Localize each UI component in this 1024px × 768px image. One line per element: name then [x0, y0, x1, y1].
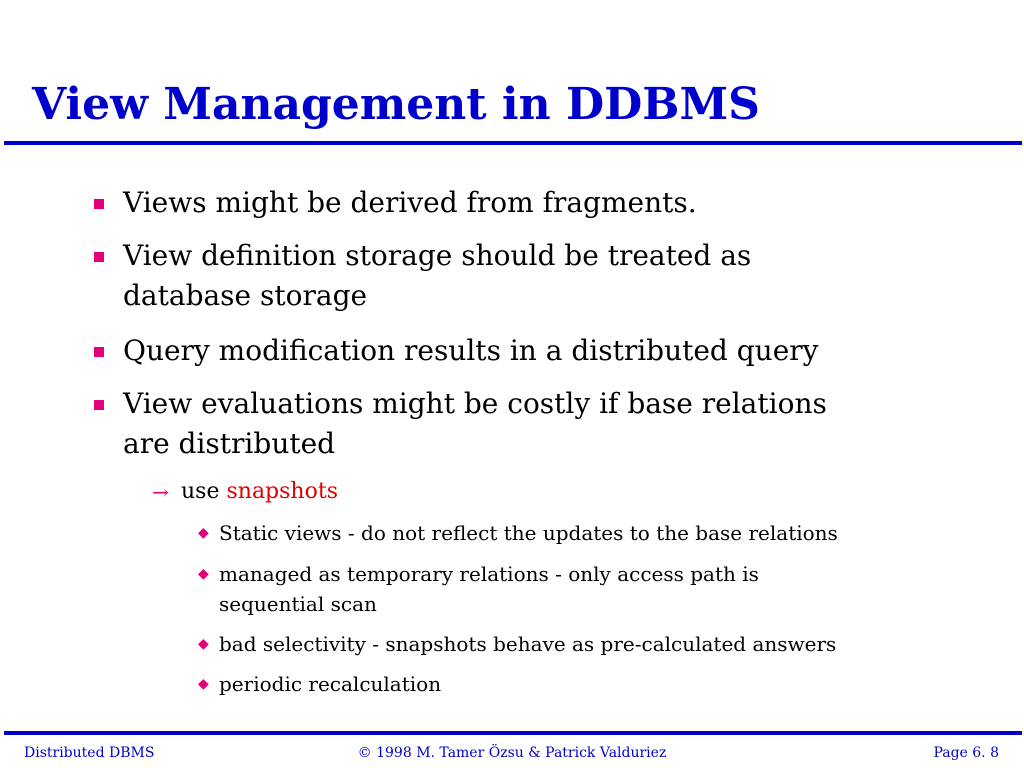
sub-sub-bullet-item: [198, 559, 759, 619]
diamond-bullet-icon: ◆: [198, 636, 209, 652]
diamond-bullet-icon: ◆: [198, 525, 209, 541]
square-bullet-icon: [94, 347, 104, 357]
sub-sub-bullet-item: [198, 669, 442, 699]
slide-title: View Management in DDBMS: [32, 79, 760, 130]
sub-bullet-prefix: use: [181, 479, 227, 504]
bullet-text-line: Query modification results in a distributed query: [123, 334, 819, 367]
bullet-text-line: View evaluations might be costly if base relations: [123, 387, 827, 420]
diamond-bullet-icon: ◆: [198, 676, 209, 692]
sub-sub-bullet-text-line: sequential scan: [219, 592, 377, 616]
bullet-text-line: Views might be derived from fragments.: [123, 186, 697, 219]
sub-sub-bullet-text-line: periodic recalculation: [219, 672, 442, 696]
sub-bullet-item: [152, 477, 338, 507]
square-bullet-icon: [94, 199, 104, 209]
bullet-item: [123, 331, 819, 371]
title-divider: [4, 141, 1022, 145]
footer-page-number: Page 6. 8: [933, 745, 999, 761]
square-bullet-icon: [94, 252, 104, 262]
sub-sub-bullet-text-line: Static views - do not reflect the updates to the base relations: [219, 521, 838, 545]
bullet-item: [123, 384, 827, 464]
bullet-text-line: are distributed: [123, 427, 336, 460]
bullet-text-line: View definition storage should be treated as: [123, 239, 752, 272]
diamond-bullet-icon: ◆: [198, 566, 209, 582]
square-bullet-icon: [94, 400, 104, 410]
sub-sub-bullet-item: [198, 518, 838, 548]
sub-bullet-highlight: snapshots: [226, 479, 338, 504]
sub-sub-bullet-text-line: managed as temporary relations - only access path is: [219, 562, 759, 586]
footer-divider: [4, 731, 1022, 735]
bullet-item: [123, 183, 697, 223]
footer: [0, 742, 1024, 764]
footer-course-name: Distributed DBMS: [24, 745, 155, 761]
footer-copyright: © 1998 M. Tamer Özsu & Patrick Valduriez: [357, 745, 667, 761]
sub-sub-bullet-item: [198, 629, 837, 659]
bullet-item: [123, 236, 751, 316]
sub-sub-bullet-text-line: bad selectivity - snapshots behave as pre-calculated answers: [219, 632, 837, 656]
arrow-right-icon: →: [152, 480, 169, 504]
bullet-text-line: database storage: [123, 279, 368, 312]
